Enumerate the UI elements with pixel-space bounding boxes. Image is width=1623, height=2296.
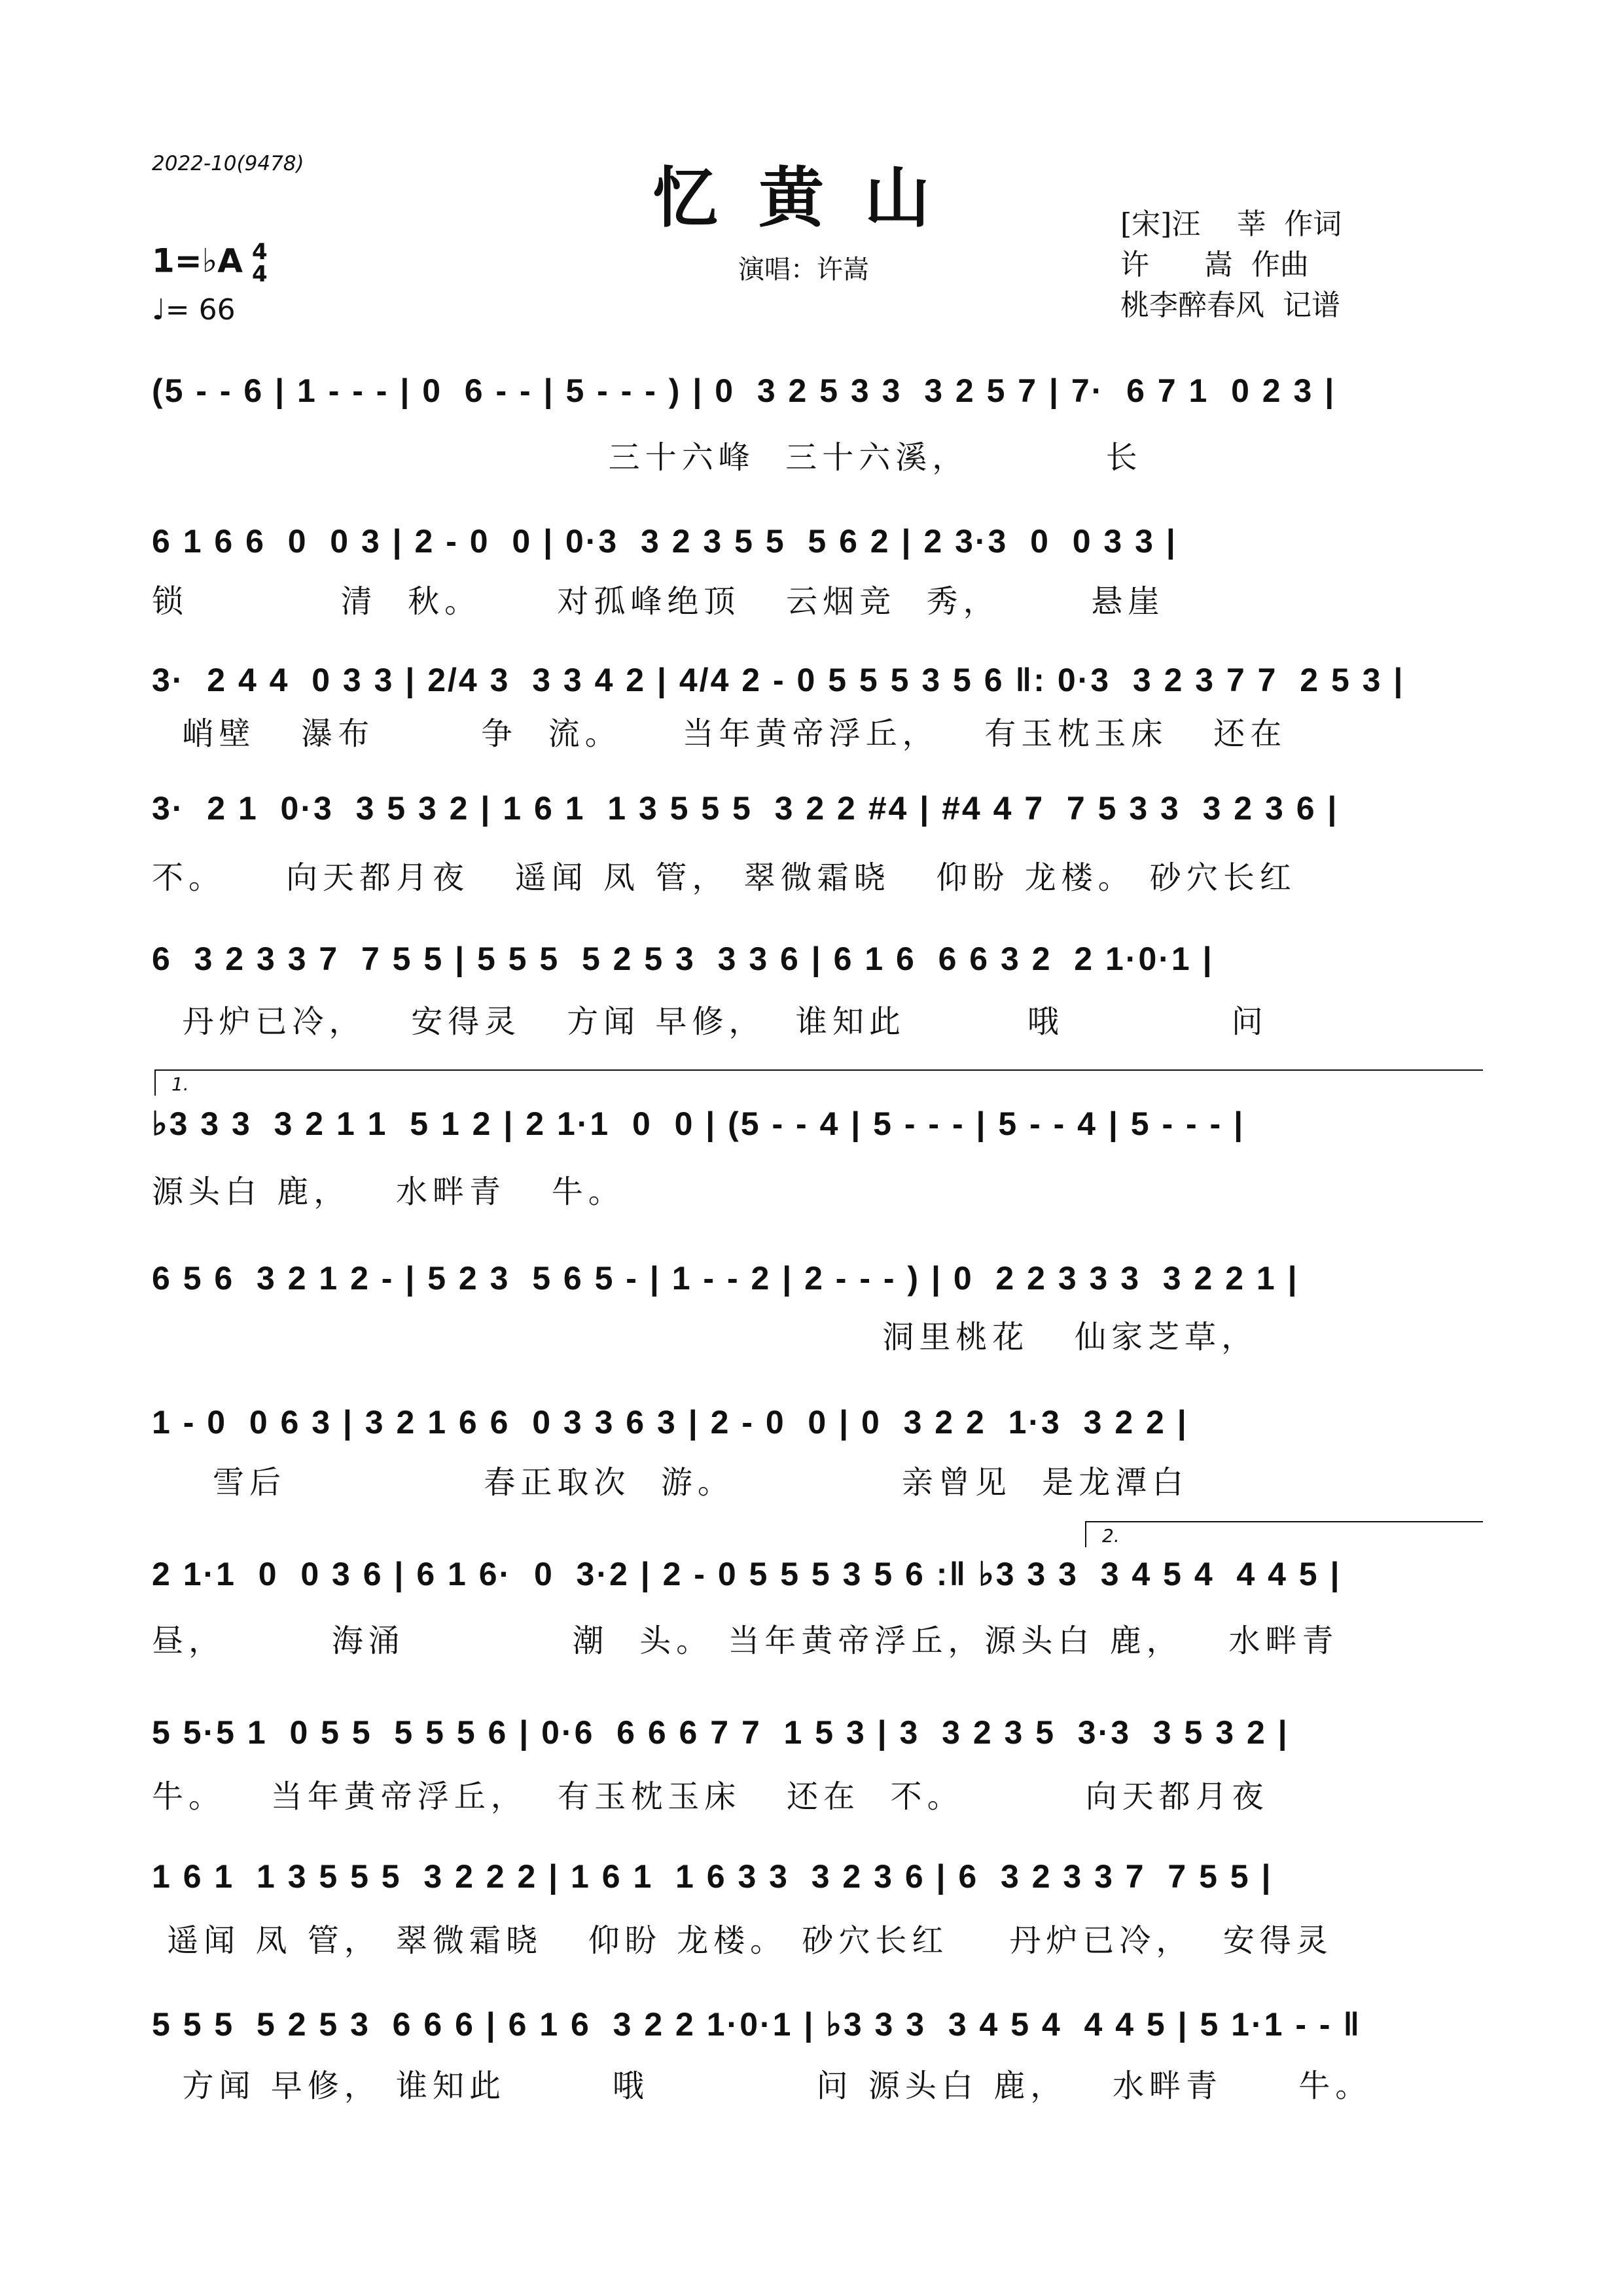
notation-row: 3· 2 4 4 0 3 3 | 2/4 3 3 3 4 2 | 4/4 2 - 0 5 5 5 3 5 6 ‖: 0·3 3 2 3 7 7 2 5 3 | xyxy=(152,662,1405,698)
lyric-row: 方闻 早修， 谁知此 哦 问 源头白 鹿， 水畔青 牛。 xyxy=(152,2068,1372,2104)
lyric-row: 峭壁 瀑布 争 流。 当年黄帝浮丘， 有玉枕玉床 还在 xyxy=(152,715,1287,752)
page-title: 忆黄山 xyxy=(652,159,971,236)
notation-row: ♭3 3 3 3 2 1 1 5 1 2 | 2 1·1 0 0 | (5 - - 4 | 5 - - - | 5 - - 4 | 5 - - - | xyxy=(152,1105,1245,1142)
notation-row: 6 3 2 3 3 7 7 5 5 | 5 5 5 5 2 5 3 3 3 6 | 6 1 6 6 6 3 2 2 1·0·1 | xyxy=(152,941,1214,977)
notation-row: 6 1 6 6 0 0 3 | 2 - 0 0 | 0·3 3 2 3 5 5 5 6 2 | 2 3·3 0 0 3 3 | xyxy=(152,523,1177,560)
notation-row: 3· 2 1 0·3 3 5 3 2 | 1 6 1 1 3 5 5 5 3 2 2 #4 | #4 4 7 7 5 3 3 3 2 3 6 | xyxy=(152,790,1339,827)
notation-row: 1 - 0 0 6 3 | 3 2 1 6 6 0 3 3 6 3 | 2 - 0 0 | 0 3 2 2 1·3 3 2 2 | xyxy=(152,1404,1188,1441)
catalog-ref: 2022-10(9478) xyxy=(152,152,304,175)
lyric-row: 遥闻 凤 管， 翠微霜晓 仰盼 龙楼。 砂穴长红 丹炉已冷， 安得灵 xyxy=(152,1922,1333,1959)
lyric-row: 洞里桃花 仙家芝草， xyxy=(152,1319,1258,1355)
lyric-row: 雪后 春正取次 游。 亲曾见 是龙潭白 xyxy=(152,1464,1189,1501)
lyric-row: 昼， 海涌 潮 头。 当年黄帝浮丘，源头白 鹿， 水畔青 xyxy=(152,1623,1339,1659)
composer-credit: 许 嵩 作曲 xyxy=(1120,248,1309,281)
time-signature xyxy=(252,241,268,285)
volta-2-label: 2. xyxy=(1102,1525,1120,1547)
tempo-marking: ♩= 66 xyxy=(152,293,236,327)
lyric-row: 丹炉已冷， 安得灵 方闻 早修， 谁知此 哦 问 xyxy=(152,1003,1268,1040)
transcriber-credit: 桃李醉春风 记谱 xyxy=(1120,289,1340,322)
notation-row: 5 5·5 1 0 5 5 5 5 5 6 | 0·6 6 6 6 7 7 1 5 3 | 3 3 2 3 5 3·3 3 5 3 2 | xyxy=(152,1714,1289,1751)
volta-2-bracket xyxy=(1085,1521,1483,1522)
notation-row: 1 6 1 1 3 5 5 5 3 2 2 2 | 1 6 1 1 6 3 3 3 2 3 6 | 6 3 2 3 3 7 7 5 5 | xyxy=(152,1858,1273,1895)
volta-1-label: 1. xyxy=(171,1073,189,1095)
meter-bottom: 4 xyxy=(251,261,268,287)
lyricist-credit: [宋]汪 莘 作词 xyxy=(1120,207,1342,241)
singer-credit: 演唱：许嵩 xyxy=(738,255,869,285)
key-signature xyxy=(152,241,268,285)
notation-row: 6 5 6 3 2 1 2 - | 5 2 3 5 6 5 - | 1 - - 2 | 2 - - - ) | 0 2 2 3 3 3 3 2 2 1 | xyxy=(152,1260,1299,1297)
key-label: 1=♭A xyxy=(152,242,243,280)
lyric-row: 锁 清 秋。 对孤峰绝顶 云烟竞 秀， 悬崖 xyxy=(152,583,1165,620)
notation-row: (5 - - 6 | 1 - - - | 0 6 - - | 5 - - - ) | 0 3 2 5 3 3 3 2 5 7 | 7· 6 7 1 0 2 3 | xyxy=(152,372,1336,409)
notation-row: 2 1·1 0 0 3 6 | 6 1 6· 0 3·2 | 2 - 0 5 5 5 3 5 6 :‖ ♭3 3 3 3 4 5 4 4 4 5 | xyxy=(152,1556,1342,1592)
notation-row: 5 5 5 5 2 5 3 6 6 6 | 6 1 6 3 2 2 1·0·1 | ♭3 3 3 3 4 5 4 4 4 5 | 5 1·1 - - ‖ xyxy=(152,2006,1362,2043)
lyric-row: 源头白 鹿， 水畔青 牛。 xyxy=(152,1174,625,1210)
meter-top: 4 xyxy=(251,239,268,265)
volta-2-bracket-edge xyxy=(1085,1521,1086,1547)
volta-1-bracket-edge xyxy=(154,1069,156,1096)
lyric-row: 牛。 当年黄帝浮丘， 有玉枕玉床 还在 不。 向天都月夜 xyxy=(152,1778,1269,1815)
lyric-row: 不。 向天都月夜 遥闻 凤 管， 翠微霜晓 仰盼 龙楼。 砂穴长红 xyxy=(152,859,1296,896)
lyric-row: 三十六峰 三十六溪， 长 xyxy=(152,439,1143,476)
volta-1-bracket xyxy=(154,1069,1483,1071)
